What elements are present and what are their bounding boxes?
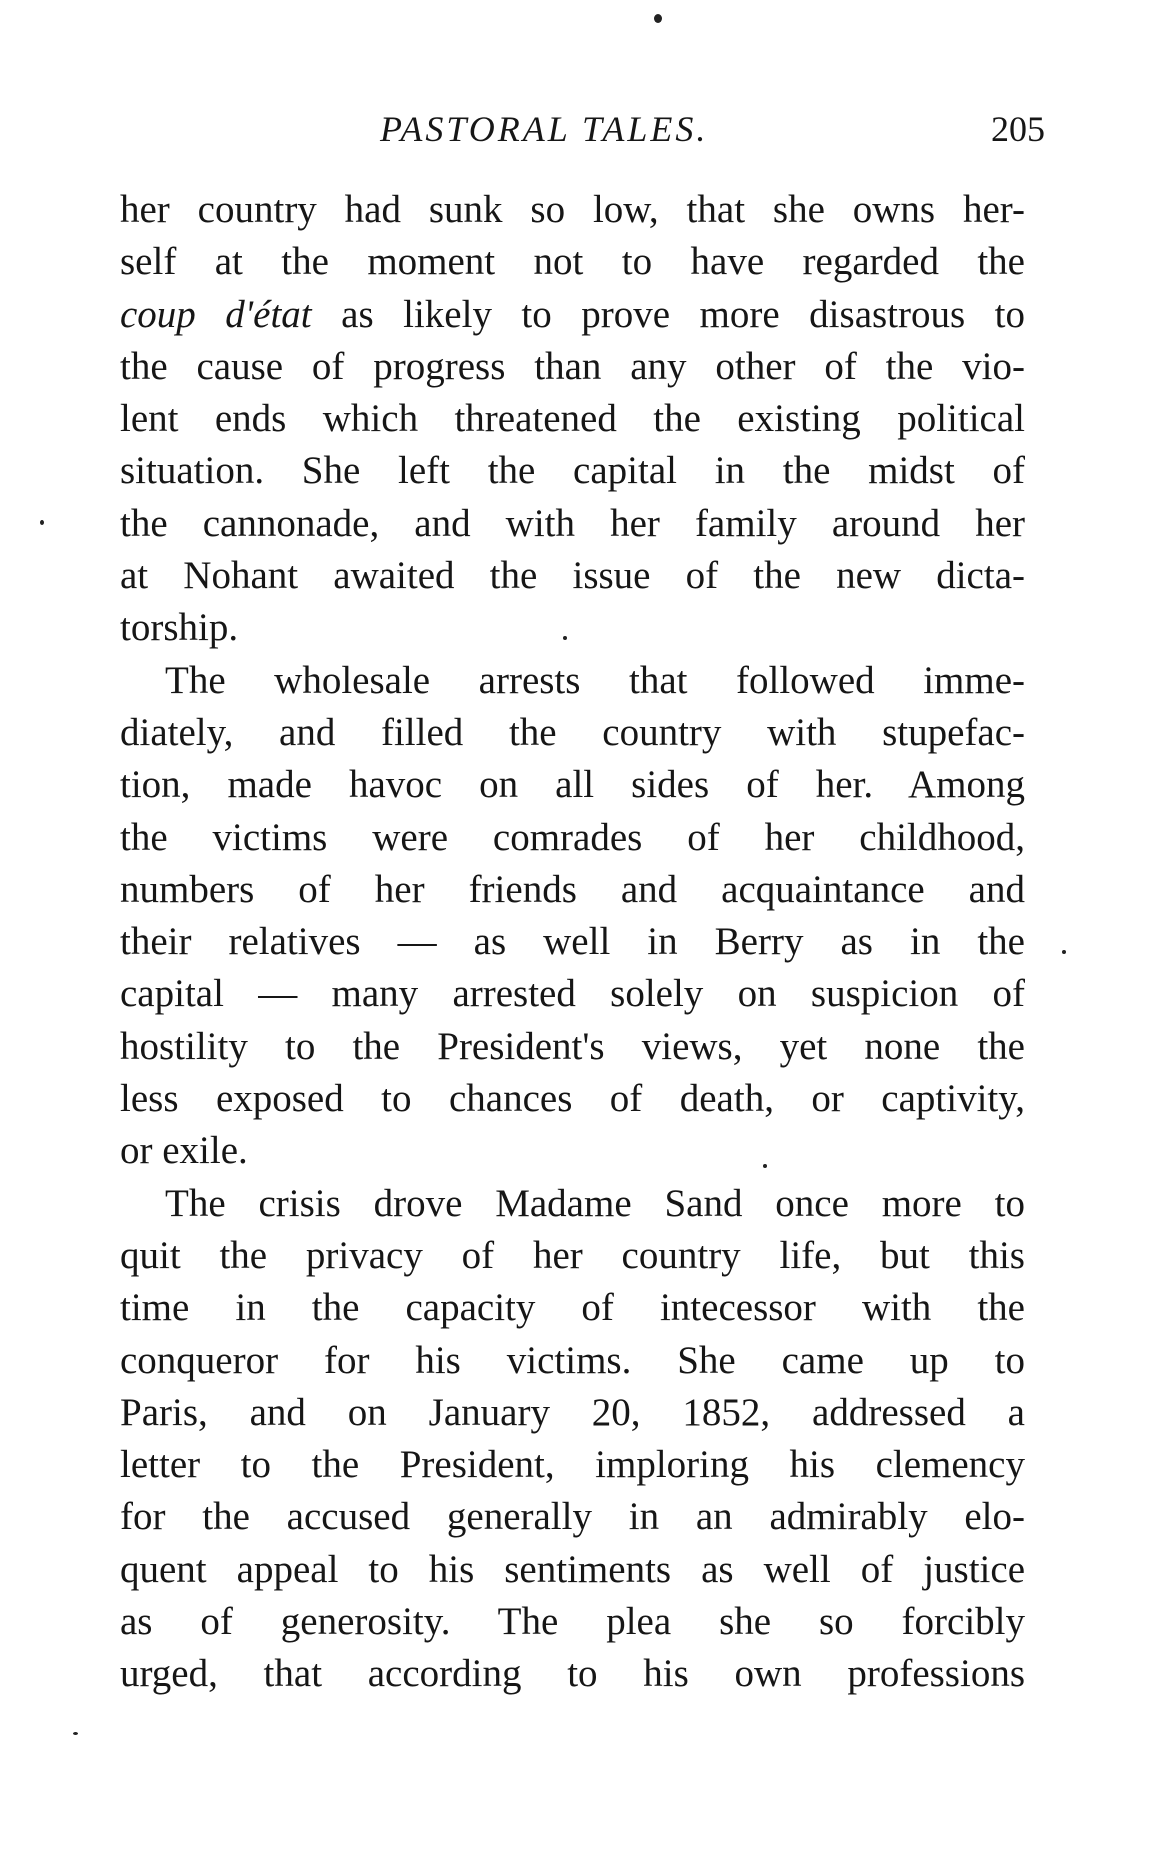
scan-speck	[1062, 950, 1066, 954]
text-line: their relatives — as well in Berry as in the	[120, 920, 1025, 964]
text-line: capital — many arrested solely on suspicion of	[120, 972, 1025, 1016]
text-line: numbers of her friends and acquaintance and	[120, 867, 1025, 911]
text-line: tion, made havoc on all sides of her. Among	[120, 763, 1025, 807]
text-line: as of generosity. The plea she so forcibly	[120, 1600, 1025, 1644]
text-line: Paris, and on January 20, 1852, addressed a	[120, 1390, 1025, 1434]
text-line: urged, that according to his own professions	[120, 1652, 1025, 1696]
text-line: quent appeal to his sentiments as well of justice	[120, 1547, 1025, 1591]
running-title: PASTORAL TALES.	[380, 109, 709, 149]
body-text	[120, 184, 1025, 1701]
text-line: letter to the President, imploring his clemency	[120, 1443, 1025, 1487]
text-line: torship.	[120, 606, 239, 650]
scan-speck	[654, 14, 662, 23]
page-header	[120, 104, 1045, 154]
text-line: or exile.	[120, 1129, 248, 1173]
italic-phrase: coup d'état	[120, 292, 312, 336]
text-line: self at the moment not to have regarded the	[120, 240, 1025, 284]
text-line: the victims were comrades of her childhood,	[120, 815, 1025, 859]
text-line: less exposed to chances of death, or captivity,	[120, 1077, 1025, 1121]
text-line: the cause of progress than any other of the vio-	[120, 344, 1025, 388]
scan-speck	[763, 1164, 767, 1168]
text-line: quit the privacy of her country life, but this	[120, 1233, 1025, 1277]
text-line: The crisis drove Madame Sand once more to	[165, 1181, 1025, 1225]
text-line: The wholesale arrests that followed imme-	[165, 658, 1025, 702]
text-line: for the accused generally in an admirably elo-	[120, 1495, 1025, 1539]
text-line: time in the capacity of intecessor with the	[120, 1286, 1025, 1330]
scan-speck	[40, 520, 44, 525]
text-line: conqueror for his victims. She came up to	[120, 1338, 1025, 1382]
page-number: 205	[991, 109, 1045, 149]
text-line-rest: as likely to prove more disastrous to	[341, 292, 1026, 336]
text-line-with-italic	[120, 289, 1025, 341]
text-line: at Nohant awaited the issue of the new dicta-	[120, 554, 1025, 598]
text-line: the cannonade, and with her family around her	[120, 501, 1025, 545]
text-line: diately, and filled the country with stupefac-	[120, 710, 1025, 754]
scan-speck	[73, 1732, 78, 1735]
text-line: hostility to the President's views, yet none the	[120, 1024, 1025, 1068]
text-line: lent ends which threatened the existing political	[120, 397, 1025, 441]
text-line: her country had sunk so low, that she owns her-	[120, 188, 1025, 231]
text-line: situation. She left the capital in the midst of	[120, 449, 1025, 493]
scan-speck	[563, 636, 567, 640]
